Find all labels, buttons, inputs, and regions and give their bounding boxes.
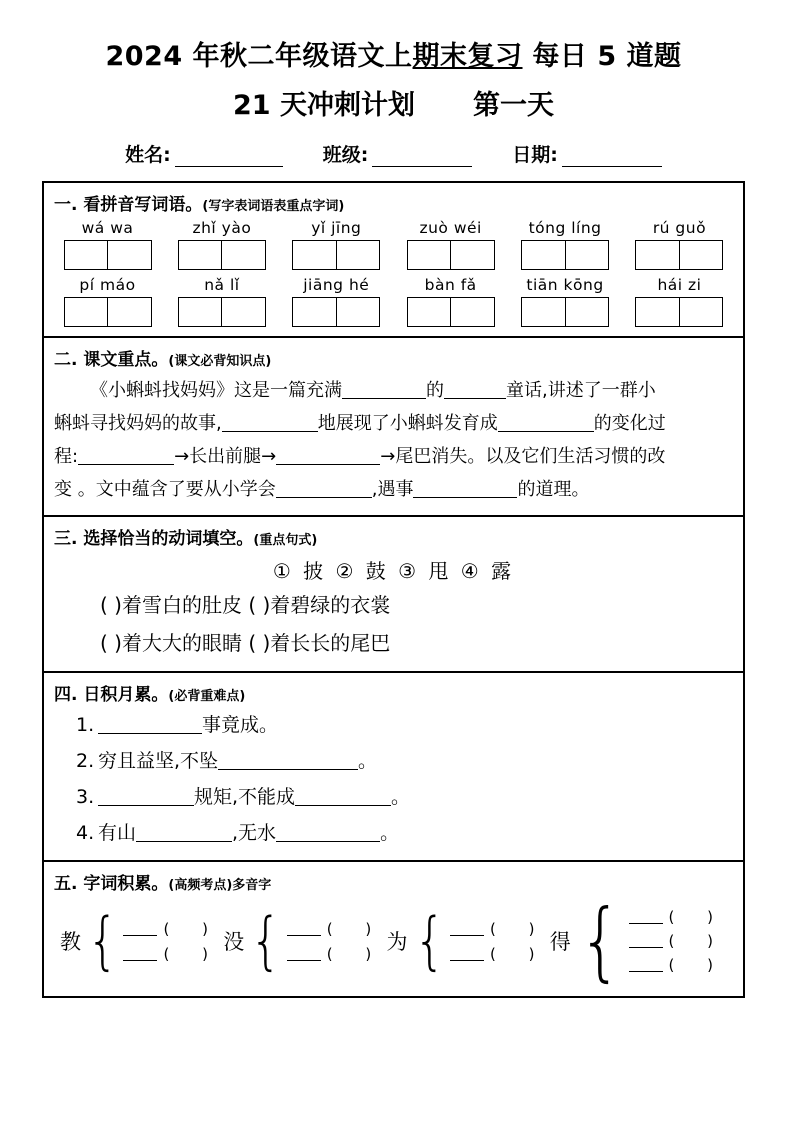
tianzige-square[interactable] (680, 241, 723, 269)
pinyin-blank[interactable] (287, 947, 321, 961)
verb-line-2a[interactable]: ( )着大大的眼睛 (100, 631, 242, 655)
pinyin-text: wá wa (81, 219, 134, 237)
tianzige-square[interactable] (179, 241, 223, 269)
paren-blank[interactable]: ( ) (326, 919, 386, 938)
item-number: 4. (76, 822, 95, 844)
tianzige-square[interactable] (636, 241, 680, 269)
section-2-title: 二. 课文重点。 (54, 350, 169, 370)
section-text-key-points (44, 338, 743, 517)
pinyin-text: rú guǒ (652, 219, 707, 237)
fill-blank[interactable] (342, 379, 426, 399)
para-text-4: 蝌蚪寻找妈妈的故事, (54, 413, 222, 434)
section-2-heading (54, 345, 733, 370)
section-5-note: (高频考点)多音字 (168, 878, 272, 893)
polyphone-line[interactable] (629, 908, 727, 926)
pinyin-text: nǎ lǐ (204, 276, 240, 294)
brace-icon: { (413, 903, 446, 977)
section-5-title: 五. 字词积累。 (54, 874, 169, 894)
daily-item (76, 815, 733, 851)
tianzige-box[interactable] (292, 297, 380, 327)
polyphone-line[interactable] (123, 945, 221, 963)
tianzige-box[interactable] (521, 240, 609, 270)
section-4-heading (54, 680, 733, 705)
tianzige-box[interactable] (521, 297, 609, 327)
pinyin-text: bàn fǎ (424, 276, 477, 294)
verb-fill-lines (54, 586, 733, 662)
fill-blank[interactable] (295, 786, 391, 806)
paren-blank[interactable]: ( ) (163, 944, 222, 963)
pinyin-cell (518, 219, 613, 270)
pinyin-blank[interactable] (123, 947, 157, 961)
daily-item (76, 707, 733, 743)
polyphone-line[interactable] (450, 945, 548, 963)
polyphone-group (549, 891, 727, 991)
para-text-3: 童话,讲述了一群小 (506, 380, 656, 401)
pinyin-text: zhǐ yào (192, 219, 252, 237)
pinyin-cell (60, 219, 155, 270)
section-5-heading (54, 869, 733, 894)
pinyin-text: hái zi (657, 276, 702, 294)
item-text: 规矩,不能成 (194, 786, 296, 808)
polyphone-row (54, 891, 733, 991)
tianzige-box[interactable] (407, 240, 495, 270)
fill-blank[interactable] (498, 412, 594, 432)
item-text-end: 。 (391, 786, 411, 808)
pinyin-text: jiāng hé (303, 276, 370, 294)
daily-item (76, 779, 733, 815)
section-3-heading (54, 524, 733, 549)
item-text: 穷且益坚,不坠 (98, 750, 219, 772)
tianzige-square[interactable] (179, 298, 223, 326)
daily-items (54, 707, 733, 851)
daily-item (76, 743, 733, 779)
brace-icon: { (250, 903, 282, 977)
tianzige-square[interactable] (636, 298, 680, 326)
tianzige-square[interactable] (451, 241, 494, 269)
worksheet-table (42, 181, 745, 998)
class-field[interactable] (323, 140, 473, 167)
fill-blank[interactable] (136, 822, 232, 842)
verb-line-2b[interactable]: ( )着长长的尾巴 (248, 631, 391, 655)
section-1-note: (写字表词语表重点字词) (202, 199, 345, 214)
tianzige-square[interactable] (451, 298, 494, 326)
paren-blank[interactable]: ( ) (326, 944, 386, 963)
para-text-5: 地展现了小蝌蚪发育成 (317, 413, 498, 434)
class-blank[interactable] (372, 149, 472, 167)
paren-blank[interactable]: ( ) (668, 932, 727, 951)
pinyin-text: yǐ jīng (311, 219, 362, 237)
fill-blank[interactable] (276, 445, 380, 465)
tianzige-box[interactable] (292, 240, 380, 270)
tianzige-square[interactable] (566, 241, 609, 269)
title-day: 第一天 (472, 90, 554, 121)
pinyin-text: pí máo (79, 276, 136, 294)
item-text-end: 。 (358, 750, 378, 772)
tianzige-square[interactable] (408, 298, 452, 326)
section-pinyin (44, 183, 743, 338)
verb-line-1b[interactable]: ( )着碧绿的衣裳 (248, 593, 391, 617)
section-daily-accumulation (44, 673, 743, 862)
item-text: 事竟成。 (202, 714, 279, 736)
polyphone-char: 教 (60, 930, 81, 955)
section-1-heading (54, 190, 733, 215)
paren-blank[interactable]: ( ) (668, 908, 727, 927)
section-3-title: 三. 选择恰当的动词填空。 (54, 529, 254, 549)
item-number: 2. (76, 750, 95, 772)
date-field[interactable] (512, 140, 662, 167)
tianzige-square[interactable] (337, 298, 380, 326)
tianzige-square[interactable] (522, 241, 566, 269)
para-text-12: 的道理。 (517, 479, 590, 500)
polyphone-line[interactable] (450, 920, 548, 938)
fill-blank[interactable] (276, 822, 380, 842)
polyphone-lines (450, 920, 548, 963)
pinyin-cell (518, 276, 613, 327)
tianzige-square[interactable] (408, 241, 452, 269)
section-2-paragraph (54, 374, 733, 506)
polyphone-line[interactable] (123, 920, 221, 938)
date-blank[interactable] (562, 149, 662, 167)
tianzige-square[interactable] (65, 241, 109, 269)
tianzige-square[interactable] (293, 298, 337, 326)
tianzige-box[interactable] (64, 240, 152, 270)
name-label: 姓名: (125, 144, 171, 166)
brace-icon: { (86, 903, 119, 977)
para-text-2: 的 (426, 380, 444, 401)
para-text-8: →长出前腿→ (174, 446, 277, 467)
polyphone-group (386, 903, 549, 977)
fill-blank[interactable] (444, 379, 506, 399)
name-field[interactable] (125, 140, 283, 167)
section-polyphone (44, 862, 743, 996)
paren-blank[interactable]: ( ) (489, 944, 549, 963)
pinyin-text: tiān kōng (526, 276, 604, 294)
item-text: 有山 (98, 822, 137, 844)
fill-blank[interactable] (222, 412, 318, 432)
pinyin-blank[interactable] (629, 934, 663, 948)
tianzige-square[interactable] (65, 298, 109, 326)
section-4-note: (必背重难点) (168, 689, 246, 704)
pinyin-cell (403, 276, 498, 327)
item-number: 1. (76, 714, 95, 736)
tianzige-square[interactable] (566, 298, 609, 326)
class-label: 班级: (322, 144, 369, 166)
pinyin-blank[interactable] (450, 922, 484, 936)
polyphone-char: 得 (549, 930, 571, 955)
student-info-row (0, 140, 787, 167)
paren-blank[interactable]: ( ) (163, 919, 222, 938)
title-plan: 21 天冲刺计划 (233, 90, 415, 121)
pinyin-row-1 (54, 219, 733, 270)
tianzige-box[interactable] (178, 297, 266, 327)
pinyin-cell (403, 219, 498, 270)
fill-blank[interactable] (78, 445, 174, 465)
page-title-line2 (0, 83, 787, 122)
polyphone-line[interactable] (629, 932, 727, 950)
polyphone-char: 为 (386, 930, 408, 955)
para-text-11: ,遇事 (371, 479, 414, 500)
para-text-10: 变 。文中蕴含了要从小学会 (54, 479, 276, 500)
para-text-7: 程: (54, 446, 79, 467)
pinyin-blank[interactable] (123, 922, 157, 936)
date-label: 日期: (512, 144, 558, 166)
tianzige-box[interactable] (407, 297, 495, 327)
fill-blank[interactable] (276, 478, 372, 498)
pinyin-cell (174, 276, 269, 327)
brace-icon: { (578, 891, 623, 991)
tianzige-box[interactable] (635, 240, 723, 270)
name-blank[interactable] (175, 149, 283, 167)
pinyin-text: zuò wéi (419, 219, 482, 237)
para-text-6: 的变化过 (593, 413, 666, 434)
polyphone-group (60, 903, 222, 977)
pinyin-row-2 (54, 276, 733, 327)
pinyin-blank[interactable] (450, 947, 484, 961)
title-block (0, 0, 787, 122)
tianzige-square[interactable] (522, 298, 566, 326)
fill-blank[interactable] (98, 786, 194, 806)
polyphone-line[interactable] (287, 920, 385, 938)
pinyin-cell (289, 219, 384, 270)
polyphone-group (223, 903, 386, 977)
tianzige-square[interactable] (108, 241, 151, 269)
tianzige-box[interactable] (178, 240, 266, 270)
section-3-note: (重点句式) (253, 533, 318, 548)
tianzige-box[interactable] (635, 297, 723, 327)
para-text-1: 《小蝌蚪找妈妈》这是一篇充满 (90, 380, 342, 401)
polyphone-line[interactable] (287, 945, 385, 963)
section-2-note: (课文必背知识点) (168, 354, 272, 369)
polyphone-line[interactable] (629, 956, 727, 974)
para-text-9: →尾巴消失。以及它们生活习惯的改 (380, 446, 666, 467)
fill-blank[interactable] (218, 750, 358, 770)
title-part-a: 2024 年秋二年级语文上 (105, 41, 413, 72)
polyphone-lines (629, 908, 727, 974)
pinyin-text: tóng líng (528, 219, 602, 237)
page-title-line1 (0, 34, 787, 73)
tianzige-square[interactable] (293, 241, 337, 269)
tianzige-square[interactable] (680, 298, 723, 326)
pinyin-blank[interactable] (629, 910, 663, 924)
fill-blank[interactable] (413, 478, 517, 498)
tianzige-square[interactable] (222, 298, 265, 326)
title-part-b: 每日 5 道题 (522, 41, 682, 72)
tianzige-box[interactable] (64, 297, 152, 327)
tianzige-square[interactable] (108, 298, 151, 326)
pinyin-cell (174, 219, 269, 270)
paren-blank[interactable]: ( ) (668, 956, 727, 975)
polyphone-char: 没 (223, 930, 245, 955)
verb-options: ① 披 ② 鼓 ③ 甩 ④ 露 (272, 559, 515, 583)
title-part-underlined: 期末复习 (412, 41, 523, 72)
paren-blank[interactable]: ( ) (489, 919, 549, 938)
tianzige-square[interactable] (337, 241, 380, 269)
pinyin-cell (632, 219, 727, 270)
verb-line-1a[interactable]: ( )着雪白的肚皮 (100, 593, 242, 617)
pinyin-cell (632, 276, 727, 327)
fill-blank[interactable] (98, 714, 202, 734)
item-text-mid: ,无水 (232, 822, 277, 844)
pinyin-blank[interactable] (287, 922, 321, 936)
section-1-title: 一. 看拼音写词语。 (54, 195, 203, 215)
pinyin-cell (60, 276, 155, 327)
polyphone-lines (287, 920, 385, 963)
tianzige-square[interactable] (222, 241, 265, 269)
item-text-end: 。 (380, 822, 400, 844)
pinyin-cell (289, 276, 384, 327)
pinyin-blank[interactable] (629, 958, 663, 972)
polyphone-lines (123, 920, 221, 963)
section-4-title: 四. 日积月累。 (54, 685, 169, 705)
item-number: 3. (76, 786, 95, 808)
section-verb-choice (44, 517, 743, 673)
